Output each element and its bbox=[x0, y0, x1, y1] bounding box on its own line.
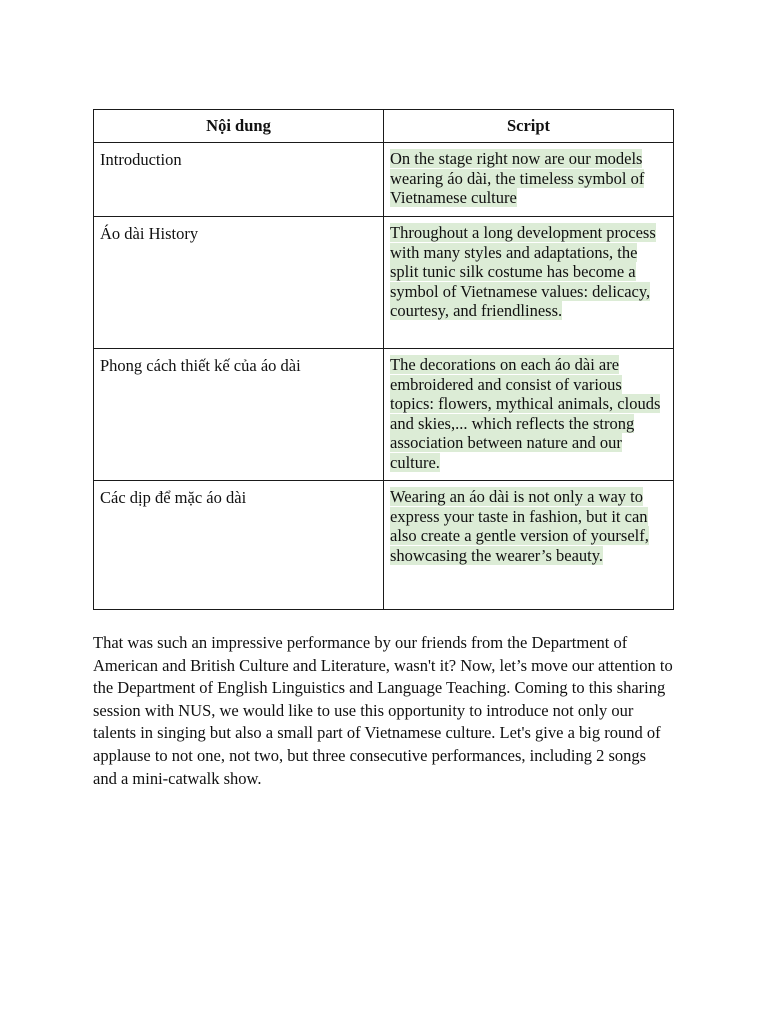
body-paragraph: That was such an impressive performance by our friends from the Department of American and British Culture and Literature, wasn't it? Now, let’s move our attention to the Department of English Linguistics and Language Teaching. Coming to this sharing session with NUS, we would like to use this opportunity to introduce not only our talents in singing but also a small part of Vietnamese culture. Let's give a big round of applause to not one, not two, but three consecutive performances, including 2 songs and a mini-catwalk show. bbox=[93, 633, 673, 788]
table-row bbox=[94, 481, 674, 610]
header-content: Nội dung bbox=[94, 110, 384, 143]
highlighted-script-text: Wearing an áo dài is not only a way to express your taste in fashion, but it can also create a gentle version of yourself, showcasing the wearer’s beauty. bbox=[390, 487, 649, 565]
topic-cell: Phong cách thiết kế của áo dài bbox=[94, 349, 384, 481]
table-header-row bbox=[94, 110, 674, 143]
table-row bbox=[94, 349, 674, 481]
topic-cell: Các dịp để mặc áo dài bbox=[94, 481, 384, 610]
script-cell bbox=[384, 481, 674, 610]
highlighted-script-text: Throughout a long development process with many styles and adaptations, the split tunic silk costume has become a symbol of Vietnamese values: delicacy, courtesy, and friendliness. bbox=[390, 223, 656, 320]
header-script: Script bbox=[384, 110, 674, 143]
script-cell bbox=[384, 217, 674, 349]
script-cell bbox=[384, 143, 674, 217]
topic-cell: Áo dài History bbox=[94, 217, 384, 349]
topic-cell: Introduction bbox=[94, 143, 384, 217]
script-table bbox=[93, 109, 674, 610]
highlighted-script-text: The decorations on each áo dài are embroidered and consist of various topics: flowers, mythical animals, clouds and skies,... which reflects the strong association between nature and our culture. bbox=[390, 355, 661, 472]
table-row bbox=[94, 217, 674, 349]
table-row bbox=[94, 143, 674, 217]
document-page bbox=[93, 109, 673, 807]
highlighted-script-text: On the stage right now are our models wearing áo dài, the timeless symbol of Vietnamese culture bbox=[390, 149, 645, 207]
script-cell bbox=[384, 349, 674, 481]
